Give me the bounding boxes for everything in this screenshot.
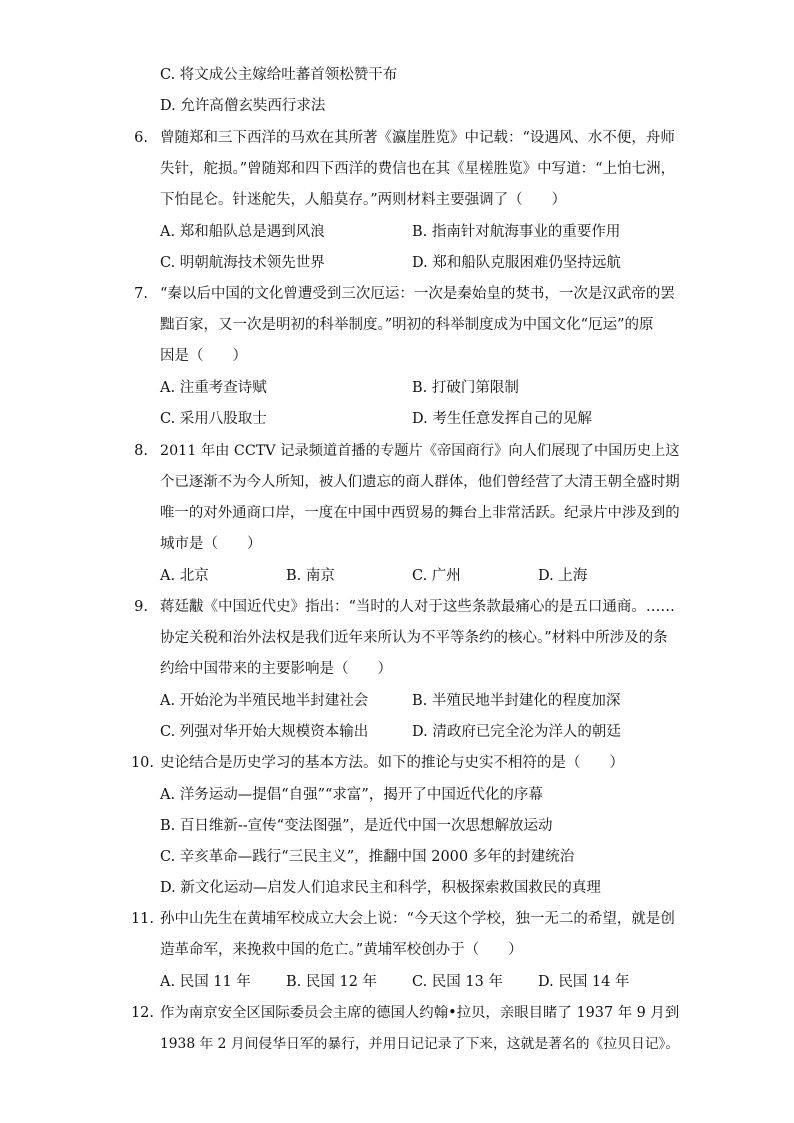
q11-stem-line: 造革命军，来挽救中国的危亡。”黄埔军校创办于（ ） [160,942,523,958]
q9-stem-line: 蒋廷黻《中国近代史》指出：“当时的人对于这些条款最痛心的是五口通商。…… [160,599,675,615]
q11-number: 11. [130,911,154,927]
q5-option-d: D. 允许高僧玄奘西行求法 [160,98,326,114]
q8-stem-line: 个已逐渐不为今人所知，被人们遗忘的商人群体，他们曾经营了大清王朝全盛时期 [160,474,680,490]
q10-option-d: D. 新文化运动—启发人们追求民主和科学，积极探索救国救民的真理 [160,880,601,896]
q11-option-a: A. 民国 11 年 [160,974,251,990]
q6-option-a: A. 郑和船队总是遇到风浪 [160,224,325,240]
q12-stem-line: 1938 年 2 月间侵华日军的暴行，并用日记记录了下来，这就是著名的《拉贝日记》。 [160,1036,680,1052]
q11-stem-line: 孙中山先生在黄埔军校成立大会上说：“今天这个学校，独一无二的希望，就是创 [160,911,675,927]
q7-stem-line: 黜百家，又一次是明初的科举制度。”明初的科举制度成为中国文化“厄运”的原 [160,317,654,333]
q7-option-b: B. 打破门第限制 [412,380,519,396]
q11-option-b: B. 民国 12 年 [286,974,378,990]
q7-option-c: C. 采用八股取士 [160,411,267,427]
q7-option-a: A. 注重考查诗赋 [160,380,267,396]
q7-number: 7. [134,286,148,302]
q11-option-d: D. 民国 14 年 [538,974,630,990]
q8-option-d: D. 上海 [538,568,588,584]
q6-stem-line: 曾随郑和三下西洋的马欢在其所著《瀛崖胜览》中记载：“设遇风、水不便，舟师 [160,130,675,146]
q6-number: 6. [134,130,148,146]
q5-option-c: C. 将文成公主嫁给吐蕃首领松赞干布 [160,67,398,83]
q9-option-c: C. 列强对华开始大规模资本输出 [160,724,369,740]
q10-number: 10. [130,755,154,771]
q8-stem-line: 城市是（ ） [160,536,262,552]
q7-stem-line: 因是（ ） [160,348,247,364]
q8-option-a: A. 北京 [160,568,209,584]
q10-option-a: A. 洋务运动—提倡“自强”“求富”，揭开了中国近代化的序幕 [160,787,543,803]
q6-option-d: D. 郑和船队克服困难仍坚持远航 [412,255,621,271]
q10-stem-line: 史论结合是历史学习的基本方法。如下的推论与史实不相符的是（ ） [160,755,624,771]
q6-option-c: C. 明朝航海技术领先世界 [160,255,325,271]
q8-number: 8. [134,443,148,459]
q6-stem-line: 下怕昆仑。针迷舵失，人船莫存。”两则材料主要强调了（ ） [160,192,567,208]
q7-option-d: D. 考生任意发挥自己的见解 [412,411,592,427]
q12-stem-line: 作为南京安全区国际委员会主席的德国人约翰•拉贝，亲眼目睹了 1937 年 9 月到 [160,1005,680,1021]
q8-option-c: C. 广州 [412,568,461,584]
q9-option-a: A. 开始沦为半殖民地半封建社会 [160,693,369,709]
q8-stem-line: 2011 年由 CCTV 记录频道首播的专题片《帝国商行》向人们展现了中国历史上这 [160,443,680,459]
q11-option-c: C. 民国 13 年 [412,974,503,990]
q10-option-c: C. 辛亥革命—践行“三民主义”，推翻中国 2000 多年的封建统治 [160,849,575,865]
q6-stem-line: 失针，舵损。”曾随郑和四下西洋的费信也在其《星槎胜览》中写道：“上怕七洲， [160,161,676,177]
q12-number: 12. [130,1005,154,1021]
q9-number: 9. [134,599,148,615]
q9-option-b: B. 半殖民地半封建化的程度加深 [412,693,621,709]
q7-stem-line: “秦以后中国的文化曾遭受到三次厄运：一次是秦始皇的焚书，一次是汉武帝的罢 [160,286,675,302]
q6-option-b: B. 指南针对航海事业的重要作用 [412,224,621,240]
q9-option-d: D. 清政府已完全沦为洋人的朝廷 [412,724,621,740]
q8-option-b: B. 南京 [286,568,335,584]
q9-stem-line: 协定关税和治外法权是我们近年来所认为不平等条约的核心。”材料中所涉及的条 [160,630,668,646]
q8-stem-line: 唯一的对外通商口岸，一度在中国中西贸易的舞台上非常活跃。纪录片中涉及到的 [160,505,680,521]
q10-option-b: B. 百日维新--宣传“变法图强”，是近代中国一次思想解放运动 [160,818,553,834]
q9-stem-line: 约给中国带来的主要影响是（ ） [160,661,392,677]
